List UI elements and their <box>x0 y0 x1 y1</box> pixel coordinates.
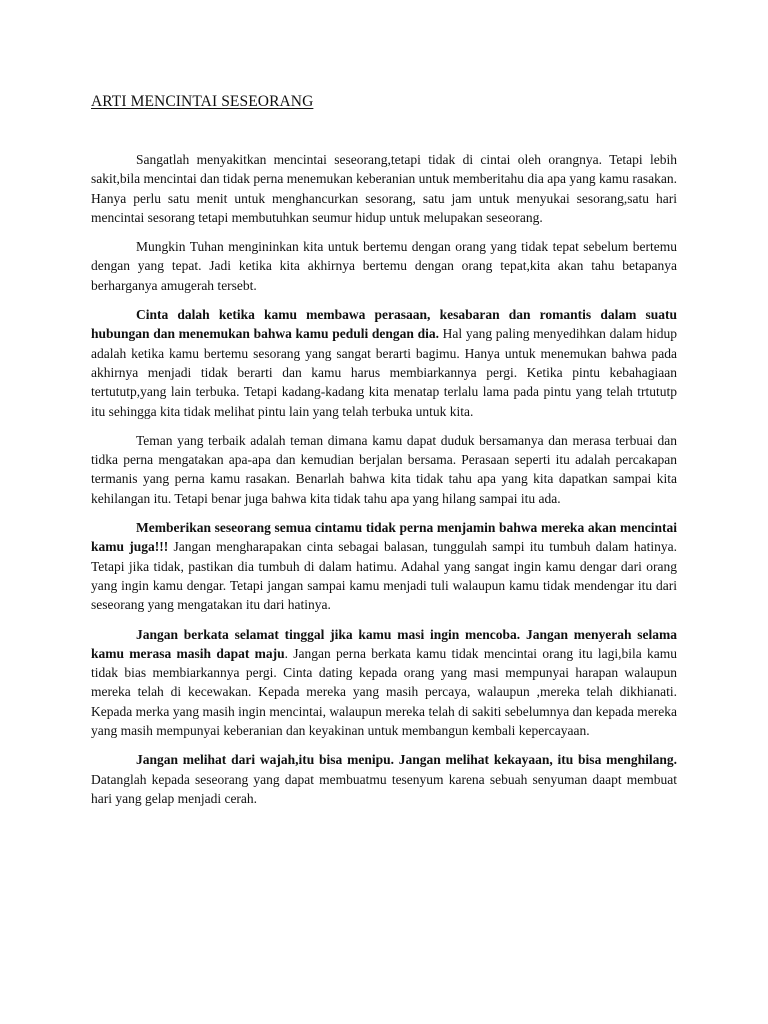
paragraph-7-bold-lead: Jangan melihat dari wajah,itu bisa menipu. Jangan melihat kekayaan, itu bisa menghilang. <box>136 752 677 768</box>
paragraph-2-text: Mungkin Tuhan mengininkan kita untuk bertemu dengan orang yang tidak tepat sebelum bertemu dengan yang tepat. Jadi ketika kita akhirnya bertemu dengan orang tepat,kita akan tahu betapanya berharganya amugerah tersebt. <box>91 239 677 293</box>
paragraph-3-bold-lead: Cinta dalah ketika kamu membawa perasaan, kesabaran dan romantis dalam suatu hubungan dan menemukan bahwa kamu peduli dengan dia. <box>91 307 677 342</box>
paragraph-6 <box>91 625 677 741</box>
paragraph-3-text: Hal yang paling menyedihkan dalam hidup adalah ketika kamu bertemu sesorang yang sangat berarti bagimu. Hanya untuk menemukan bahwa pada akhirnya menjadi tidak berarti dan kamu harus membiarkannya pergi. Ketika pintu kebahagiaan tertututp,yang lain terbuka. Tetapi kadang-kadang kita menatap terlalu lama pada pintu yang telah trtututp itu sehingga kita tidak melihat pintu lain yang telah terbuka untuk kita. <box>91 326 677 419</box>
paragraph-6-bold-lead: Jangan berkata selamat tinggal jika kamu masi ingin mencoba. Jangan menyerah selama kamu merasa masih dapat maju <box>91 626 677 661</box>
paragraph-2 <box>91 237 677 295</box>
paragraph-1 <box>91 150 677 227</box>
document-title: ARTI MENCINTAI SESEORANG <box>91 93 314 110</box>
paragraph-4 <box>91 431 677 508</box>
paragraph-3 <box>91 305 677 421</box>
paragraph-6-text: . Jangan perna berkata kamu tidak mencintai orang itu lagi,bila kamu tidak bias membiarkannya pergi. Cinta dating kepada orang yang masi mempunyai harapan walaupun mereka telah di kecewakan. Kepada mereka yang masih percaya, walaupun ,mereka telah dikhianati. Kepada merka yang masih ingin mencintai, walaupun mereka telah di sakiti sebelumnya dan kepada mereka yang masih mempunyai keberanian dan keyakinan untuk membangun kembali kepercayaan. <box>91 645 678 739</box>
paragraph-7-text: Datanglah kepada seseorang yang dapat membuatmu tesenyum karena sebuah senyuman daapt membuat hari yang gelap menjadi cerah. <box>91 771 677 806</box>
paragraph-4-text: Teman yang terbaik adalah teman dimana kamu dapat duduk bersamanya dan merasa terbuai dan tidka perna mengatakan apa-apa dan kemudian berjalan bersama. Perasaan seperti itu adalah percakapan termanis yang perna kamu rasakan. Benarlah bahwa kita tidak tahu apa yang kita dapatkan sampai kita kehilangan itu. Tetapi benar juga bahwa kita tidak tahu apa yang hilang sampai itu ada. <box>91 432 677 506</box>
paragraph-7 <box>91 750 677 808</box>
paragraph-1-text: Sangatlah menyakitkan mencintai seseorang,tetapi tidak di cintai oleh orangnya. Tetapi lebih sakit,bila mencintai dan tidak perna menemukan keberanian untuk memberitahu dia apa yang kamu rasakan. Hanya perlu satu menit untuk menghancurkan sesorang, satu jam untuk menyukai sesorang,satu hari mencintai sesorang tetapi membutuhkan seumur hidup untuk melupakan seseorang. <box>91 152 677 225</box>
paragraph-5 <box>91 518 677 614</box>
document-page <box>91 93 677 818</box>
paragraph-5-text: Jangan mengharapakan cinta sebagai balasan, tunggulah sampi itu tumbuh dalam hatinya. Tetapi jika tidak, pastikan dia tumbuh di dalam hatimu. Adahal yang sangat ingin kamu dengar dari orang yang ingin kamu dengar. Tetapi jangan sampai kamu menjadi tuli walaupun kamu tidak mendengar itu dari seseorang yang mengatakan itu dari hatinya. <box>91 539 677 613</box>
paragraph-5-bold-lead: Memberikan seseorang semua cintamu tidak perna menjamin bahwa mereka akan mencintai kamu juga!!! <box>91 520 677 555</box>
